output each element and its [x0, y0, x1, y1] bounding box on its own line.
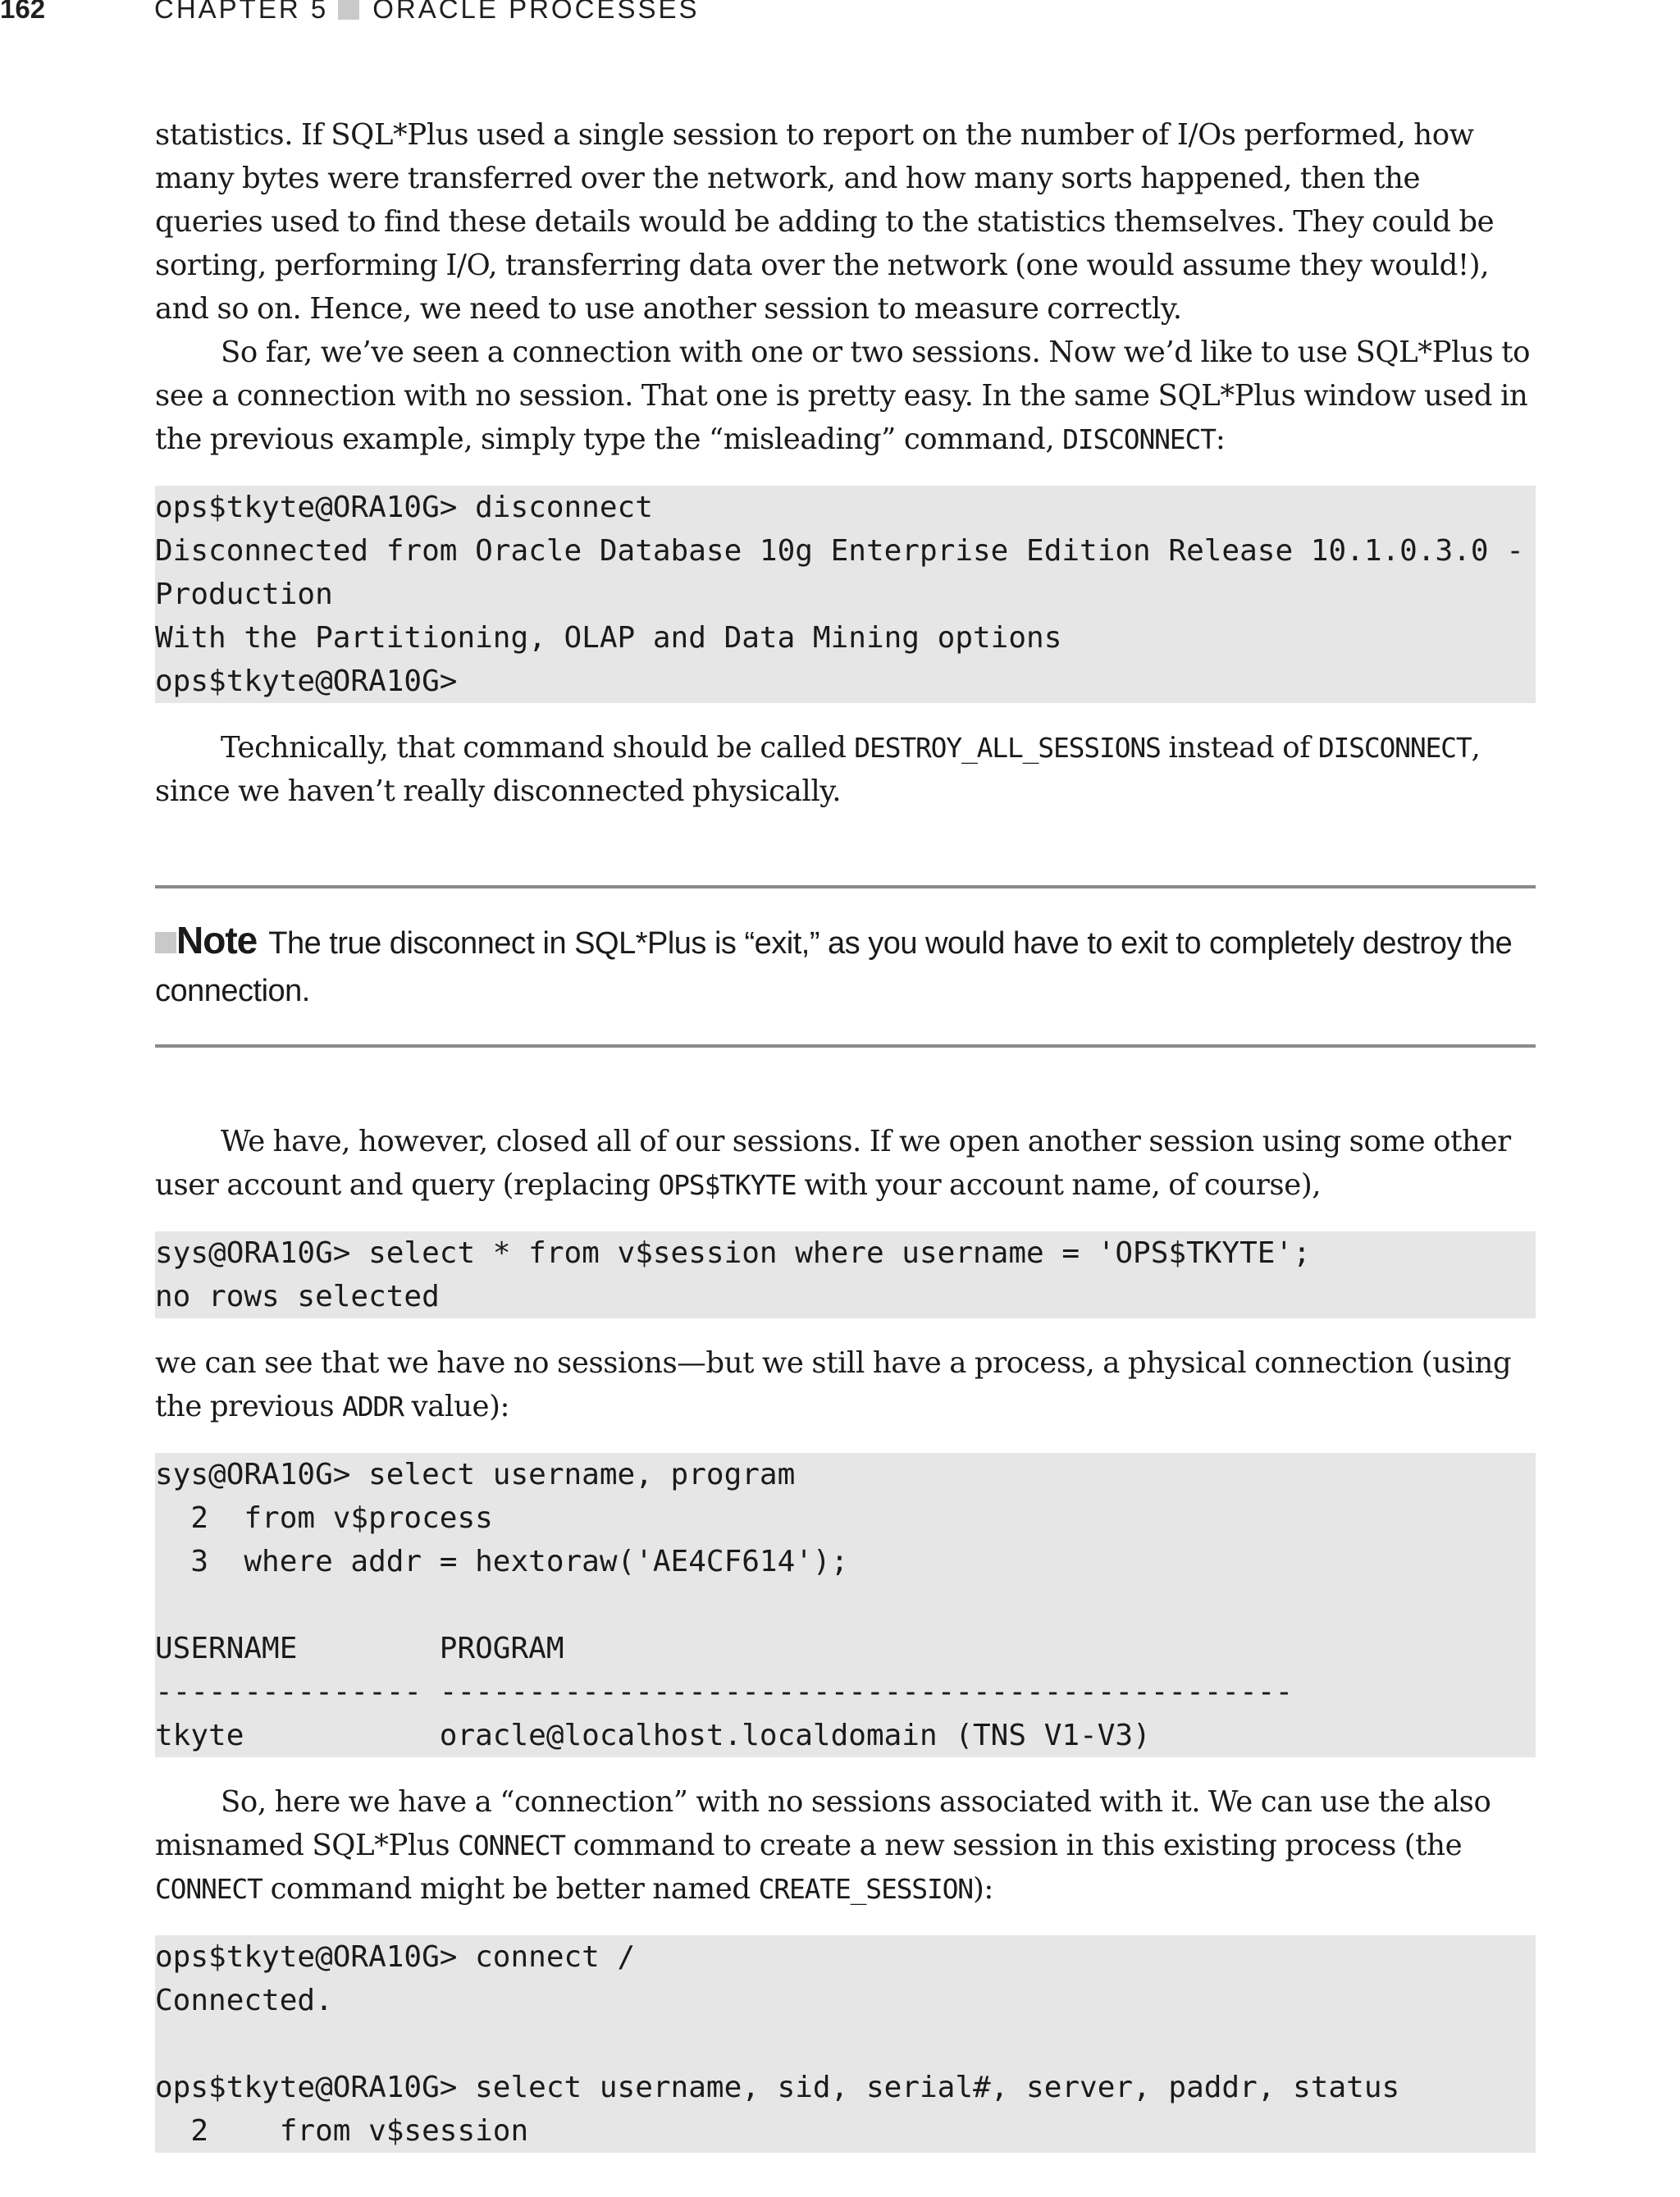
- paragraph-4: [155, 1120, 1536, 1207]
- running-header: [0, 0, 1680, 30]
- paragraph-2-text: So far, we’ve seen a connection with one or two sessions. Now we’d like to use SQL*Plus to see a connection with no session. That one is pretty easy. In the same SQL*Plus window used in the previous example, simply type the “misleading” command,: [155, 336, 1531, 456]
- code-block-disconnect: ops$tkyte@ORA10G> disconnect Disconnected from Oracle Database 10g Enterprise Edition Release 10.1.0.3.0 - Production With the Partitioning, OLAP and Data Mining options ops$tkyte@ORA10G>: [155, 486, 1536, 703]
- paragraph-4-text-a: We have, however, closed all of our sessions. If we open another session using some other user account and query (replacing: [155, 1125, 1511, 1202]
- note-label: Note: [176, 919, 258, 961]
- paragraph-2: [155, 331, 1536, 461]
- paragraph-3-text-c: , since we haven’t really disconnected physically.: [155, 731, 1481, 808]
- paragraph-6: [155, 1780, 1536, 1911]
- paragraph-3: [155, 726, 1536, 813]
- paragraph-4-text-b: with your account name, of course),: [796, 1168, 1322, 1202]
- inline-code-connect: CONNECT: [458, 1829, 565, 1861]
- inline-code-ops-tkyte: OPS$TKYTE: [658, 1169, 797, 1201]
- chapter-label: CHAPTER 5: [154, 0, 329, 24]
- paragraph-1: statistics. If SQL*Plus used a single session to report on the number of I/Os performed, how many bytes were transferred over the network, and how many sorts happened, then the queries used to find these details would be adding to the statistics themselves. They could be sorting, performing I/O, transferring data over the network (one would assume they would!), and so on. Hence, we need to use another session to measure correctly.: [155, 118, 1495, 326]
- chapter-heading: [154, 0, 700, 25]
- inline-code-disconnect: DISCONNECT: [1062, 423, 1216, 455]
- paragraph-5: [155, 1341, 1536, 1428]
- note-box: [155, 885, 1536, 1048]
- paragraph-3-text-b: instead of: [1160, 731, 1318, 765]
- inline-code-destroy-all-sessions: DESTROY_ALL_SESSIONS: [854, 732, 1161, 764]
- paragraph-6-text-d: ):: [972, 1872, 993, 1906]
- note-text: The true disconnect in SQL*Plus is “exit,” as you would have to exit to completely destroy the connection.: [155, 926, 1513, 1008]
- square-bullet-icon: [155, 932, 176, 953]
- inline-code-connect-2: CONNECT: [155, 1873, 262, 1905]
- paragraph-6-text-c: command might be better named: [262, 1872, 759, 1906]
- square-bullet-icon: [338, 0, 359, 20]
- inline-code-disconnect-2: DISCONNECT: [1317, 732, 1472, 764]
- paragraph-2-end: :: [1215, 422, 1226, 456]
- page-number: 162: [0, 0, 46, 24]
- paragraph-5-end: value):: [403, 1390, 510, 1423]
- inline-code-addr: ADDR: [342, 1391, 404, 1423]
- code-block-connect: ops$tkyte@ORA10G> connect / Connected. ops$tkyte@ORA10G> select username, sid, serial#, server, paddr, status 2 from v$session: [155, 1935, 1536, 2153]
- paragraph-5-text: we can see that we have no sessions—but we still have a process, a physical connection (using the previous: [155, 1346, 1512, 1423]
- paragraph-6-text-b: command to create a new session in this existing process (the: [564, 1829, 1463, 1862]
- inline-code-create-session: CREATE_SESSION: [758, 1873, 973, 1905]
- code-block-session-query: sys@ORA10G> select * from v$session where username = 'OPS$TKYTE'; no rows selected: [155, 1231, 1536, 1318]
- paragraph-6-text-a: So, here we have a “connection” with no sessions associated with it. We can use the also misnamed SQL*Plus: [155, 1785, 1491, 1862]
- chapter-title: ORACLE PROCESSES: [372, 0, 700, 24]
- paragraph-3-text-a: Technically, that command should be called: [221, 731, 855, 765]
- code-block-process-query: sys@ORA10G> select username, program 2 from v$process 3 where addr = hextoraw('AE4CF614'); USERNAME PROGRAM --------------- ------------------------------------------------ tkyte oracle@localhost.localdomain (TNS V1-V3): [155, 1453, 1536, 1757]
- page-body: [155, 113, 1536, 2153]
